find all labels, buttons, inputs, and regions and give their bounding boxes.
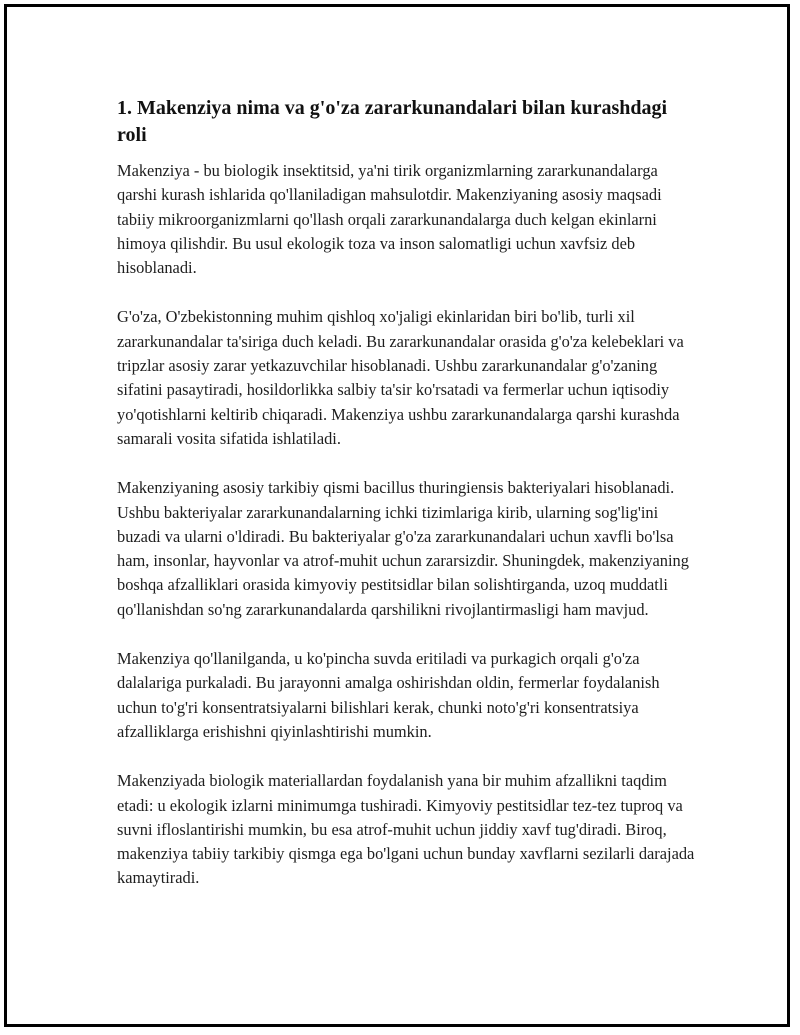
paragraph-3: Makenziyaning asosiy tarkibiy qismi bacillus thuringiensis bakteriyalari hisoblanadi. Ushbu bakteriyalar zararkunandalarning ichki tizimlariga kirib, ularning sog'lig'ini buzadi va ularni o'ldiradi. Bu bakteriyalar g'o'za zararkunandalari uchun xavfli bo'lsa ham, insonlar, hayvonlar va atrof-muhit uchun zararsizdir. Shuningdek, makenziyaning boshqa afzalliklari orasida kimyoviy pestitsidlar bilan solishtirganda, uzoq muddatli qo'llanishdan so'ng zararkunandalarda qarshilikni rivojlantirmasligi ham mavjud. — [117, 478, 689, 619]
paragraph-1: Makenziya - bu biologik insektitsid, ya'ni tirik organizmlarning zararkunandalarga qarshi kurash ishlarida qo'llaniladigan mahsulotdir. Makenziyaning asosiy maqsadi tabiiy mikroorganizmlarni qo'llash orqali zararkunandalarga duch kelgan ekinlarni himoya qilishdir. Bu usul ekologik toza va inson salomatligi uchun xavfsiz deb hisoblanadi. — [117, 161, 662, 278]
document-body — [117, 95, 697, 916]
paragraph-2: G'o'za, O'zbekistonning muhim qishloq xo'jaligi ekinlaridan biri bo'lib, turli xil zararkunandalar ta'siriga duch keladi. Bu zararkunandalar orasida g'o'za kelebeklari va tripzlar asosiy zarar yetkazuvchilar hisoblanadi. Ushbu zararkunandalar g'o'zaning sifatini pasaytiradi, hosildorlikka salbiy ta'sir ko'rsatadi va fermerlar uchun iqtisodiy yo'qotishlarni keltirib chiqaradi. Makenziya ushbu zararkunandalarga qarshi kurashda samarali vosita sifatida ishlatiladi. — [117, 307, 684, 448]
document-title: 1. Makenziya nima va g'o'za zararkunandalari bilan kurashdagi roli — [117, 97, 668, 146]
paragraph-4: Makenziya qo'llanilganda, u ko'pincha suvda eritiladi va purkagich orqali g'o'za dalalariga purkaladi. Bu jarayonni amalga oshirishdan oldin, fermerlar foydalanish uchun to'g'ri konsentratsiyalarni bilishlari kerak, chunki noto'g'ri konsentratsiya afzalliklarga erishishni qiyinlashtirishi mumkin. — [117, 649, 660, 741]
paragraph-5: Makenziyada biologik materiallardan foydalanish yana bir muhim afzallikni taqdim etadi: u ekologik izlarni minimumga tushiradi. Kimyoviy pestitsidlar tez-tez tuproq va suvni ifloslantirishi mumkin, bu esa atrof-muhit uchun jiddiy xavf tug'diradi. Biroq, makenziya tabiiy tarkibiy qismga ega bo'lgani uchun bunday xavflarni sezilarli darajada kamaytiradi. — [117, 771, 695, 888]
